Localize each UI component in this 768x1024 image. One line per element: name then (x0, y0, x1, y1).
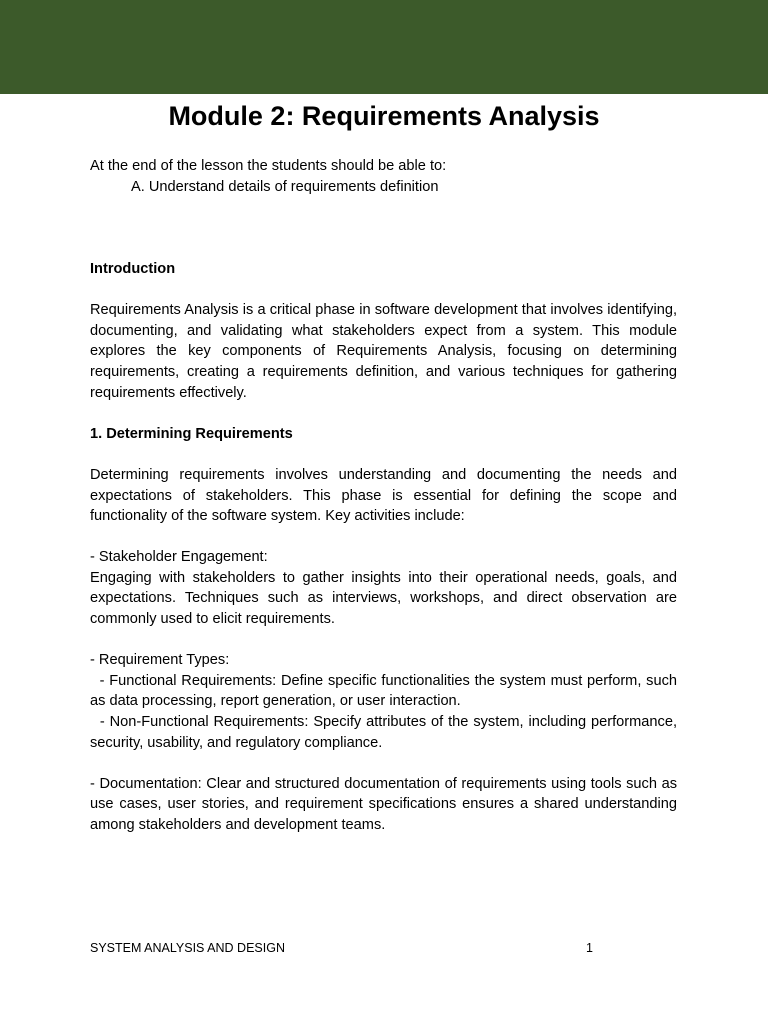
objectives-intro: At the end of the lesson the students should be able to: (90, 158, 447, 174)
determining-requirements-paragraph: Determining requirements involves understanding and documenting the needs and expectations of stakeholders. This phase is essential for defining the scope and functionality of the software system. Key activities include: (90, 466, 677, 525)
introduction-paragraph: Requirements Analysis is a critical phase in software development that involves identifying, documenting, and validating what stakeholders expect from a system. This module explores the key components of Requirements Analysis, focusing on determining requirements, creating a requirements definition, and various techniques for gathering requirements effectively. (90, 302, 677, 401)
non-functional-requirements-text: - Non-Functional Requirements: Specify attributes of the system, including performance, security, usability, and regulatory compliance. (90, 714, 682, 751)
header-band (0, 0, 768, 94)
footer-page-number: 1 (586, 941, 593, 955)
requirement-types-label: - Requirement Types: (90, 652, 230, 669)
stakeholder-engagement-text: Engaging with stakeholders to gather insights into their operational needs, goals, and expectations. Techniques such as interviews, workshops, and direct observation are commonly used to elicit requirements. (90, 569, 677, 628)
objective-item: A. Understand details of requirements definition (131, 178, 439, 195)
introduction-heading: Introduction (90, 260, 176, 277)
footer-course-name: SYSTEM ANALYSIS AND DESIGN (90, 941, 285, 955)
document-body (90, 156, 682, 836)
page-title: Module 2: Requirements Analysis (168, 101, 600, 131)
documentation-text: - Documentation: Clear and structured documentation of requirements using tools such as use cases, user stories, and requirement specifications ensures a shared understanding among stakeholders and development teams. (90, 775, 677, 833)
stakeholder-engagement-label: - Stakeholder Engagement: (90, 549, 268, 566)
functional-requirements-text: - Functional Requirements: Define specific functionalities the system must perform, such as data processing, report generation, or user interaction. (90, 672, 682, 710)
section-heading-determining-requirements: 1. Determining Requirements (90, 425, 293, 442)
